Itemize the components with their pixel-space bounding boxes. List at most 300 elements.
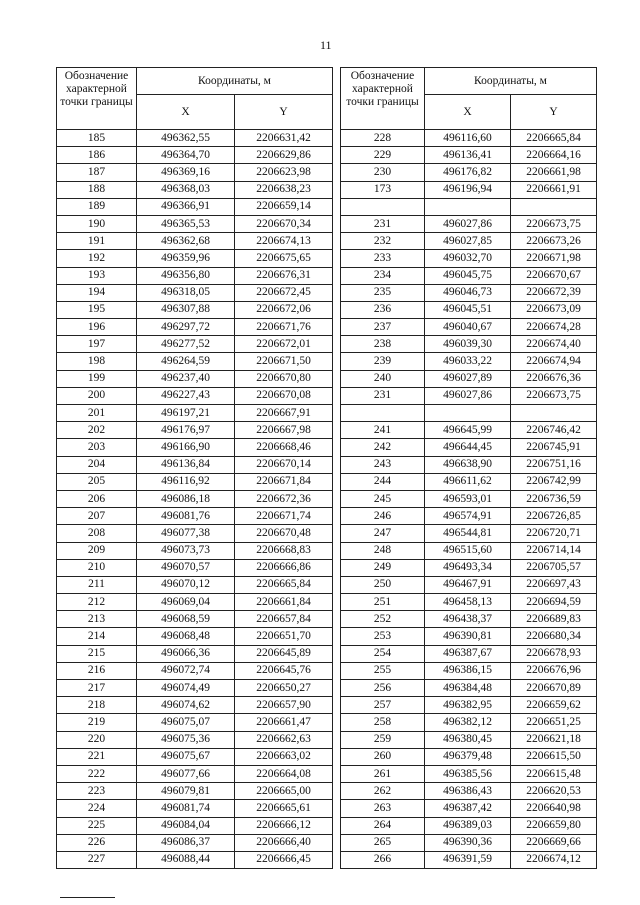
- table-row: [341, 576, 597, 593]
- table-row: [341, 387, 597, 404]
- table-row: [341, 800, 597, 817]
- x-coordinate-cell: 496644,45: [425, 439, 511, 456]
- x-coordinate-cell: 496086,18: [137, 490, 235, 507]
- table-row: [341, 731, 597, 748]
- y-coordinate-cell: 2206650,27: [235, 680, 333, 697]
- table-row: [57, 731, 333, 748]
- y-coordinate-cell: 2206621,18: [511, 731, 597, 748]
- x-coordinate-cell: 496033,22: [425, 353, 511, 370]
- x-coordinate-cell: 496045,75: [425, 267, 511, 284]
- y-coordinate-cell: 2206673,09: [511, 301, 597, 318]
- y-coordinate-cell: 2206638,23: [235, 181, 333, 198]
- x-coordinate-cell: 496032,70: [425, 250, 511, 267]
- table-row: [341, 422, 597, 439]
- point-number-cell: 231: [341, 387, 425, 404]
- y-coordinate-cell: 2206676,96: [511, 662, 597, 679]
- y-coordinate-cell: 2206751,16: [511, 456, 597, 473]
- table-row: [57, 387, 333, 404]
- point-number-cell: 255: [341, 662, 425, 679]
- table-row: [57, 645, 333, 662]
- point-number-cell: 256: [341, 680, 425, 697]
- table-row: [341, 319, 597, 336]
- x-coordinate-cell: 496387,67: [425, 645, 511, 662]
- point-number-cell: 225: [57, 817, 137, 834]
- x-coordinate-cell: 496645,99: [425, 422, 511, 439]
- table-row: [341, 267, 597, 284]
- x-coordinate-cell: 496379,48: [425, 748, 511, 765]
- table-row: [341, 525, 597, 542]
- table-row: [57, 576, 333, 593]
- x-coordinate-cell: 496365,53: [137, 215, 235, 232]
- point-number-cell: 190: [57, 215, 137, 232]
- y-coordinate-cell: 2206671,50: [235, 353, 333, 370]
- y-coordinate-cell: 2206659,80: [511, 817, 597, 834]
- x-coordinate-cell: 496045,51: [425, 301, 511, 318]
- y-coordinate-cell: 2206674,28: [511, 319, 597, 336]
- point-number-cell: 235: [341, 284, 425, 301]
- y-coordinate-cell: 2206676,36: [511, 370, 597, 387]
- y-coordinate-cell: 2206659,62: [511, 697, 597, 714]
- y-coordinate-cell: 2206673,75: [511, 387, 597, 404]
- table-row: [341, 765, 597, 782]
- table-row: [57, 748, 333, 765]
- table-row: [57, 473, 333, 490]
- y-coordinate-cell: 2206651,70: [235, 628, 333, 645]
- point-number-cell: 243: [341, 456, 425, 473]
- point-number-cell: 220: [57, 731, 137, 748]
- x-coordinate-cell: 496116,60: [425, 130, 511, 147]
- y-coordinate-cell: 2206666,45: [235, 851, 333, 868]
- point-number-cell: 246: [341, 508, 425, 525]
- x-coordinate-cell: 496070,57: [137, 559, 235, 576]
- table-row: [341, 542, 597, 559]
- x-coordinate-cell: 496176,97: [137, 422, 235, 439]
- x-coordinate-cell: 496364,70: [137, 147, 235, 164]
- y-coordinate-cell: 2206645,76: [235, 662, 333, 679]
- y-coordinate-cell: 2206615,48: [511, 765, 597, 782]
- x-coordinate-cell: 496297,72: [137, 319, 235, 336]
- table-row: [57, 319, 333, 336]
- x-coordinate-cell: 496277,52: [137, 336, 235, 353]
- point-number-cell: 257: [341, 697, 425, 714]
- point-number-cell: 207: [57, 508, 137, 525]
- y-coordinate-cell: 2206670,48: [235, 525, 333, 542]
- point-number-cell: 233: [341, 250, 425, 267]
- table-row: [341, 181, 597, 198]
- y-coordinate-cell: 2206742,99: [511, 473, 597, 490]
- y-coordinate-cell: 2206670,89: [511, 680, 597, 697]
- footer-rule: [60, 897, 115, 898]
- point-number-cell: 237: [341, 319, 425, 336]
- x-coordinate-cell: 496197,21: [137, 405, 235, 422]
- x-coordinate-cell: 496081,76: [137, 508, 235, 525]
- x-coordinate-cell: 496227,43: [137, 387, 235, 404]
- point-number-cell: 185: [57, 130, 137, 147]
- point-number-cell: 191: [57, 233, 137, 250]
- y-coordinate-cell: 2206666,86: [235, 559, 333, 576]
- table-row: [57, 284, 333, 301]
- point-number-cell: 173: [341, 181, 425, 198]
- x-header: X: [425, 95, 511, 130]
- x-coordinate-cell: 496593,01: [425, 490, 511, 507]
- point-number-cell: 196: [57, 319, 137, 336]
- point-number-cell: 227: [57, 851, 137, 868]
- point-number-cell: 195: [57, 301, 137, 318]
- table-row: [341, 130, 597, 147]
- table-row: [57, 233, 333, 250]
- y-coordinate-cell: 2206663,02: [235, 748, 333, 765]
- table-row: [341, 594, 597, 611]
- table-row: [57, 817, 333, 834]
- x-coordinate-cell: 496075,67: [137, 748, 235, 765]
- x-coordinate-cell: 496069,04: [137, 594, 235, 611]
- table-row: [57, 490, 333, 507]
- point-number-cell: 208: [57, 525, 137, 542]
- point-number-cell: 215: [57, 645, 137, 662]
- y-coordinate-cell: 2206678,93: [511, 645, 597, 662]
- x-header: X: [137, 95, 235, 130]
- point-number-cell: 248: [341, 542, 425, 559]
- x-coordinate-cell: 496072,74: [137, 662, 235, 679]
- table-row: [57, 697, 333, 714]
- x-coordinate-cell: 496380,45: [425, 731, 511, 748]
- x-coordinate-cell: 496515,60: [425, 542, 511, 559]
- point-number-cell: 186: [57, 147, 137, 164]
- y-coordinate-cell: 2206661,47: [235, 714, 333, 731]
- point-number-cell: 234: [341, 267, 425, 284]
- y-coordinate-cell: 2206665,84: [511, 130, 597, 147]
- x-coordinate-cell: 496366,91: [137, 198, 235, 215]
- point-number-cell: 245: [341, 490, 425, 507]
- point-number-cell: 241: [341, 422, 425, 439]
- point-number-cell: 189: [57, 198, 137, 215]
- point-number-cell: 250: [341, 576, 425, 593]
- point-number-cell: 260: [341, 748, 425, 765]
- point-number-cell: 221: [57, 748, 137, 765]
- y-coordinate-cell: 2206674,40: [511, 336, 597, 353]
- table-row: [341, 456, 597, 473]
- point-number-cell: 219: [57, 714, 137, 731]
- point-number-cell: 206: [57, 490, 137, 507]
- y-coordinate-cell: 2206714,14: [511, 542, 597, 559]
- point-number-cell: 240: [341, 370, 425, 387]
- coordinates-header: Координаты, м: [137, 68, 333, 95]
- table-row: [57, 250, 333, 267]
- table-row: [57, 834, 333, 851]
- table-row: [57, 628, 333, 645]
- table-row: [57, 594, 333, 611]
- y-coordinate-cell: 2206697,43: [511, 576, 597, 593]
- y-coordinate-cell: 2206672,39: [511, 284, 597, 301]
- y-coordinate-cell: 2206667,91: [235, 405, 333, 422]
- point-number-cell: 194: [57, 284, 137, 301]
- table-row: [341, 439, 597, 456]
- x-coordinate-cell: 496387,42: [425, 800, 511, 817]
- point-number-cell: [341, 405, 425, 422]
- table-row: [57, 508, 333, 525]
- table-row: [341, 714, 597, 731]
- point-number-cell: 201: [57, 405, 137, 422]
- x-coordinate-cell: 496362,68: [137, 233, 235, 250]
- table-row: [341, 748, 597, 765]
- y-coordinate-cell: 2206661,98: [511, 164, 597, 181]
- x-coordinate-cell: 496070,12: [137, 576, 235, 593]
- x-coordinate-cell: 496136,41: [425, 147, 511, 164]
- table-row: [57, 662, 333, 679]
- table-row: [341, 147, 597, 164]
- x-coordinate-cell: 496074,49: [137, 680, 235, 697]
- y-header: Y: [235, 95, 333, 130]
- point-number-cell: 244: [341, 473, 425, 490]
- x-coordinate-cell: 496074,62: [137, 697, 235, 714]
- x-coordinate-cell: 496458,13: [425, 594, 511, 611]
- y-coordinate-cell: 2206674,13: [235, 233, 333, 250]
- y-coordinate-cell: 2206661,91: [511, 181, 597, 198]
- x-coordinate-cell: 496391,59: [425, 851, 511, 868]
- x-coordinate-cell: 496237,40: [137, 370, 235, 387]
- point-number-cell: 236: [341, 301, 425, 318]
- x-coordinate-cell: [425, 198, 511, 215]
- point-number-cell: 252: [341, 611, 425, 628]
- point-number-cell: 200: [57, 387, 137, 404]
- point-number-cell: 204: [57, 456, 137, 473]
- y-coordinate-cell: 2206672,36: [235, 490, 333, 507]
- table-row: [57, 783, 333, 800]
- point-number-cell: 224: [57, 800, 137, 817]
- x-coordinate-cell: 496084,04: [137, 817, 235, 834]
- x-coordinate-cell: 496384,48: [425, 680, 511, 697]
- x-coordinate-cell: 496574,91: [425, 508, 511, 525]
- table-row: [341, 611, 597, 628]
- x-coordinate-cell: 496438,37: [425, 611, 511, 628]
- x-coordinate-cell: 496544,81: [425, 525, 511, 542]
- x-coordinate-cell: 496088,44: [137, 851, 235, 868]
- y-coordinate-cell: 2206615,50: [511, 748, 597, 765]
- page-number: 11: [320, 38, 332, 52]
- x-coordinate-cell: 496389,03: [425, 817, 511, 834]
- table-row: [57, 800, 333, 817]
- table-row: [57, 439, 333, 456]
- y-coordinate-cell: 2206670,67: [511, 267, 597, 284]
- x-coordinate-cell: 496066,36: [137, 645, 235, 662]
- point-number-cell: 242: [341, 439, 425, 456]
- point-number-cell: 264: [341, 817, 425, 834]
- point-number-cell: 266: [341, 851, 425, 868]
- x-coordinate-cell: 496382,95: [425, 697, 511, 714]
- y-coordinate-cell: 2206736,59: [511, 490, 597, 507]
- point-number-cell: 263: [341, 800, 425, 817]
- x-coordinate-cell: [425, 405, 511, 422]
- point-number-cell: 198: [57, 353, 137, 370]
- y-coordinate-cell: 2206670,14: [235, 456, 333, 473]
- table-row: [341, 233, 597, 250]
- point-number-cell: 259: [341, 731, 425, 748]
- table-row: [57, 353, 333, 370]
- x-coordinate-cell: 496027,86: [425, 215, 511, 232]
- y-coordinate-cell: 2206665,84: [235, 576, 333, 593]
- x-coordinate-cell: 496359,96: [137, 250, 235, 267]
- point-number-cell: 222: [57, 765, 137, 782]
- table-row: [57, 130, 333, 147]
- y-coordinate-cell: 2206746,42: [511, 422, 597, 439]
- x-coordinate-cell: 496264,59: [137, 353, 235, 370]
- x-coordinate-cell: 496385,56: [425, 765, 511, 782]
- point-number-cell: 261: [341, 765, 425, 782]
- point-number-cell: 202: [57, 422, 137, 439]
- y-coordinate-cell: 2206672,01: [235, 336, 333, 353]
- y-coordinate-cell: 2206664,08: [235, 765, 333, 782]
- x-coordinate-cell: 496386,43: [425, 783, 511, 800]
- x-coordinate-cell: 496318,05: [137, 284, 235, 301]
- y-coordinate-cell: 2206662,63: [235, 731, 333, 748]
- y-header: Y: [511, 95, 597, 130]
- x-coordinate-cell: 496077,38: [137, 525, 235, 542]
- point-number-cell: 216: [57, 662, 137, 679]
- point-number-cell: 265: [341, 834, 425, 851]
- table-row: [57, 267, 333, 284]
- table-row: [341, 628, 597, 645]
- table-row: [57, 164, 333, 181]
- point-number-cell: 192: [57, 250, 137, 267]
- y-coordinate-cell: 2206671,76: [235, 319, 333, 336]
- x-coordinate-cell: 496386,15: [425, 662, 511, 679]
- table-row: [341, 645, 597, 662]
- separator-row: [341, 198, 597, 215]
- y-coordinate-cell: 2206666,12: [235, 817, 333, 834]
- table-row: [57, 181, 333, 198]
- point-number-cell: 217: [57, 680, 137, 697]
- x-coordinate-cell: 496369,16: [137, 164, 235, 181]
- y-coordinate-cell: 2206670,34: [235, 215, 333, 232]
- x-coordinate-cell: 496307,88: [137, 301, 235, 318]
- y-coordinate-cell: 2206645,89: [235, 645, 333, 662]
- point-number-cell: 231: [341, 215, 425, 232]
- point-number-cell: 197: [57, 336, 137, 353]
- x-coordinate-cell: 496136,84: [137, 456, 235, 473]
- point-number-cell: 239: [341, 353, 425, 370]
- point-number-cell: 212: [57, 594, 137, 611]
- table-row: [341, 250, 597, 267]
- point-number-cell: 218: [57, 697, 137, 714]
- table-row: [57, 336, 333, 353]
- table-row: [57, 301, 333, 318]
- y-coordinate-cell: 2206672,06: [235, 301, 333, 318]
- x-coordinate-cell: 496068,59: [137, 611, 235, 628]
- x-coordinate-cell: 496027,86: [425, 387, 511, 404]
- point-number-cell: 187: [57, 164, 137, 181]
- y-coordinate-cell: 2206726,85: [511, 508, 597, 525]
- x-coordinate-cell: 496116,92: [137, 473, 235, 490]
- y-coordinate-cell: 2206674,12: [511, 851, 597, 868]
- x-coordinate-cell: 496493,34: [425, 559, 511, 576]
- point-number-cell: 254: [341, 645, 425, 662]
- point-number-cell: 230: [341, 164, 425, 181]
- table-row: [57, 542, 333, 559]
- table-row: [57, 456, 333, 473]
- y-coordinate-cell: 2206705,57: [511, 559, 597, 576]
- table-row: [57, 611, 333, 628]
- y-coordinate-cell: 2206631,42: [235, 130, 333, 147]
- table-row: [341, 851, 597, 868]
- y-coordinate-cell: [511, 198, 597, 215]
- x-coordinate-cell: 496027,89: [425, 370, 511, 387]
- table-row: [341, 697, 597, 714]
- table-row: [57, 680, 333, 697]
- point-number-cell: 247: [341, 525, 425, 542]
- point-number-cell: 258: [341, 714, 425, 731]
- table-row: [57, 405, 333, 422]
- table-row: [57, 370, 333, 387]
- table-row: [341, 559, 597, 576]
- table-row: [341, 164, 597, 181]
- y-coordinate-cell: 2206673,26: [511, 233, 597, 250]
- x-coordinate-cell: 496081,74: [137, 800, 235, 817]
- point-number-cell: 251: [341, 594, 425, 611]
- point-number-cell: 214: [57, 628, 137, 645]
- point-number-cell: 226: [57, 834, 137, 851]
- y-coordinate-cell: 2206670,08: [235, 387, 333, 404]
- table-row: [57, 422, 333, 439]
- x-coordinate-cell: 496166,90: [137, 439, 235, 456]
- table-row: [57, 215, 333, 232]
- table-row: [341, 490, 597, 507]
- x-coordinate-cell: 496040,67: [425, 319, 511, 336]
- table-row: [341, 370, 597, 387]
- y-coordinate-cell: 2206671,84: [235, 473, 333, 490]
- point-number-cell: 228: [341, 130, 425, 147]
- x-coordinate-cell: 496368,03: [137, 181, 235, 198]
- y-coordinate-cell: 2206720,71: [511, 525, 597, 542]
- table-row: [57, 559, 333, 576]
- x-coordinate-cell: 496075,07: [137, 714, 235, 731]
- x-coordinate-cell: 496638,90: [425, 456, 511, 473]
- table-row: [341, 215, 597, 232]
- x-coordinate-cell: 496390,81: [425, 628, 511, 645]
- x-coordinate-cell: 496046,73: [425, 284, 511, 301]
- point-name-header: Обозначение характерной точки границы: [341, 68, 425, 130]
- y-coordinate-cell: 2206661,84: [235, 594, 333, 611]
- point-number-cell: 210: [57, 559, 137, 576]
- point-number-cell: 223: [57, 783, 137, 800]
- table-row: [341, 301, 597, 318]
- point-number-cell: 199: [57, 370, 137, 387]
- y-coordinate-cell: 2206623,98: [235, 164, 333, 181]
- x-coordinate-cell: 496079,81: [137, 783, 235, 800]
- y-coordinate-cell: 2206629,86: [235, 147, 333, 164]
- x-coordinate-cell: 496176,82: [425, 164, 511, 181]
- y-coordinate-cell: 2206668,83: [235, 542, 333, 559]
- y-coordinate-cell: 2206664,16: [511, 147, 597, 164]
- x-coordinate-cell: 496356,80: [137, 267, 235, 284]
- y-coordinate-cell: 2206745,91: [511, 439, 597, 456]
- y-coordinate-cell: 2206657,84: [235, 611, 333, 628]
- x-coordinate-cell: 496196,94: [425, 181, 511, 198]
- y-coordinate-cell: [511, 405, 597, 422]
- y-coordinate-cell: 2206659,14: [235, 198, 333, 215]
- y-coordinate-cell: 2206680,34: [511, 628, 597, 645]
- point-number-cell: 253: [341, 628, 425, 645]
- point-number-cell: 232: [341, 233, 425, 250]
- point-number-cell: 238: [341, 336, 425, 353]
- table-row: [57, 147, 333, 164]
- table-row: [341, 783, 597, 800]
- y-coordinate-cell: 2206694,59: [511, 594, 597, 611]
- x-coordinate-cell: 496611,62: [425, 473, 511, 490]
- table-row: [341, 284, 597, 301]
- point-name-header: Обозначение характерной точки границы: [57, 68, 137, 130]
- y-coordinate-cell: 2206668,46: [235, 439, 333, 456]
- coordinates-table-right: [340, 67, 597, 869]
